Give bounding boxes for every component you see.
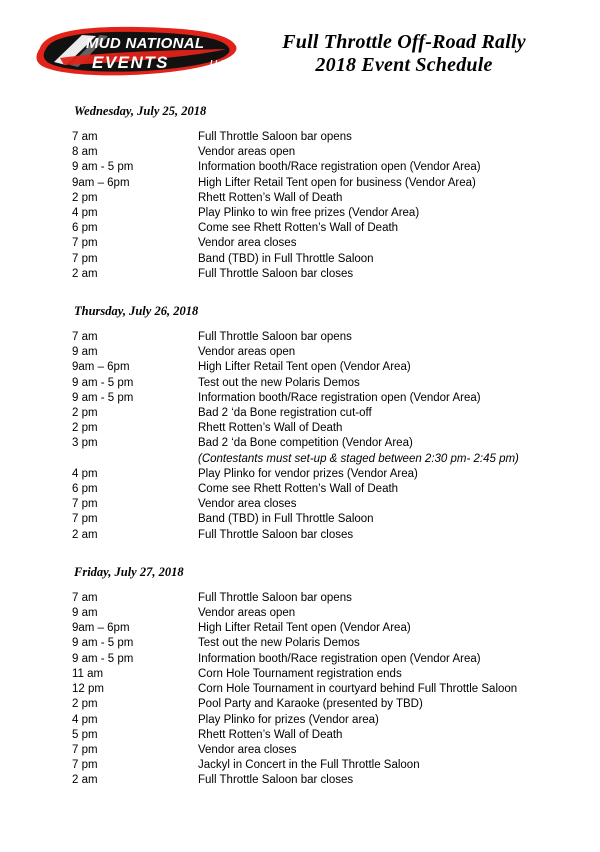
event-time: 9 am - 5 pm [72, 376, 134, 389]
day-heading: Wednesday, July 25, 2018 [74, 104, 207, 118]
event-row [72, 145, 570, 160]
event-row [72, 621, 570, 636]
event-time: 2 pm [72, 407, 98, 420]
event-description: Come see Rhett Rotten’s Wall of Death [198, 222, 399, 235]
event-time: 2 pm [72, 422, 98, 435]
day-section [30, 304, 570, 543]
event-row [72, 252, 570, 267]
event-time: 2 am [72, 267, 98, 280]
event-time: 4 pm [72, 467, 98, 480]
event-description: Information booth/Race registration open (Vendor Area) [198, 391, 481, 404]
event-time [72, 452, 198, 467]
event-time: 7 pm [72, 743, 98, 756]
event-time: 2 am [72, 528, 98, 541]
svg-text:LLC: LLC [210, 59, 226, 68]
event-description: Jackyl in Concert in the Full Throttle Saloon [198, 759, 420, 772]
event-description: (Contestants must set-up & staged between 2:30 pm- 2:45 pm) [198, 452, 519, 465]
event-time: 6 pm [72, 222, 98, 235]
event-list [72, 330, 570, 543]
page-title: Full Throttle Off-Road Rally [282, 31, 526, 53]
document-header [30, 22, 570, 84]
event-description: Come see Rhett Rotten’s Wall of Death [198, 483, 399, 496]
event-description: Vendor areas open [198, 146, 296, 159]
event-time: 7 pm [72, 759, 98, 772]
event-description: Corn Hole Tournament registration ends [198, 667, 402, 680]
event-time: 9am – 6pm [72, 622, 130, 635]
event-description: Vendor areas open [198, 607, 296, 620]
day-section [30, 565, 570, 789]
event-row [72, 267, 570, 282]
event-time: 9 am - 5 pm [72, 391, 134, 404]
event-row [72, 743, 570, 758]
event-description: Rhett Rotten’s Wall of Death [198, 422, 343, 435]
event-description: Full Throttle Saloon bar opens [198, 591, 352, 604]
event-description: Vendor area closes [198, 498, 297, 511]
event-description: High Lifter Retail Tent open for business (Vendor Area) [198, 176, 476, 189]
event-row [72, 713, 570, 728]
title-block [244, 22, 570, 77]
event-description: Full Throttle Saloon bar closes [198, 267, 354, 280]
event-time: 4 pm [72, 713, 98, 726]
event-description: Bad 2 ‘da Bone competition (Vendor Area) [198, 437, 413, 450]
event-row [72, 591, 570, 606]
event-description: Band (TBD) in Full Throttle Saloon [198, 252, 374, 265]
event-row [72, 528, 570, 543]
event-description: Bad 2 ‘da Bone registration cut-off [198, 407, 372, 420]
event-time: 2 am [72, 774, 98, 787]
day-heading: Friday, July 27, 2018 [74, 564, 184, 579]
mud-national-events-logo [30, 22, 244, 80]
event-row [72, 606, 570, 621]
event-time: 9am – 6pm [72, 361, 130, 374]
event-row [72, 130, 570, 145]
event-time: 9 am - 5 pm [72, 652, 134, 665]
event-row [72, 652, 570, 667]
event-time: 9am – 6pm [72, 176, 130, 189]
event-time: 11 am [72, 667, 104, 680]
event-description: Rhett Rotten’s Wall of Death [198, 728, 343, 741]
event-note-row [72, 452, 570, 467]
event-time: 2 pm [72, 191, 98, 204]
event-row [72, 206, 570, 221]
event-row [72, 497, 570, 512]
event-row [72, 467, 570, 482]
event-row [72, 221, 570, 236]
event-row [72, 512, 570, 527]
event-description: Information booth/Race registration open (Vendor Area) [198, 161, 481, 174]
event-description: Vendor area closes [198, 743, 297, 756]
event-time: 7 pm [72, 513, 98, 526]
event-time: 12 pm [72, 683, 104, 696]
event-description: Test out the new Polaris Demos [198, 637, 360, 650]
event-time: 7 am [72, 591, 98, 604]
event-time: 6 pm [72, 483, 98, 496]
event-time: 7 pm [72, 237, 98, 250]
event-time: 9 am [72, 607, 98, 620]
event-row [72, 406, 570, 421]
event-description: Rhett Rotten’s Wall of Death [198, 191, 343, 204]
event-list [72, 591, 570, 789]
event-time: 7 pm [72, 252, 98, 265]
event-description: Pool Party and Karaoke (presented by TBD) [198, 698, 423, 711]
event-description: Full Throttle Saloon bar closes [198, 774, 354, 787]
event-row [72, 236, 570, 251]
page-subtitle: 2018 Event Schedule [315, 54, 493, 76]
event-description: Information booth/Race registration open (Vendor Area) [198, 652, 481, 665]
day-heading: Thursday, July 26, 2018 [74, 304, 199, 319]
event-row [72, 191, 570, 206]
svg-text:MUD NATIONAL: MUD NATIONAL [86, 35, 205, 52]
event-row [72, 360, 570, 375]
event-row [72, 436, 570, 451]
event-time: 5 pm [72, 728, 98, 741]
event-description: Play Plinko for prizes (Vendor area) [198, 713, 379, 726]
event-row [72, 376, 570, 391]
event-row [72, 667, 570, 682]
event-description: Full Throttle Saloon bar closes [198, 528, 354, 541]
event-description: High Lifter Retail Tent open (Vendor Area) [198, 361, 411, 374]
event-description: Corn Hole Tournament in courtyard behind Full Throttle Saloon [198, 683, 518, 696]
event-time: 7 pm [72, 498, 98, 511]
event-row [72, 176, 570, 191]
event-row [72, 482, 570, 497]
event-row [72, 728, 570, 743]
event-row [72, 345, 570, 360]
event-row [72, 636, 570, 651]
event-row [72, 421, 570, 436]
svg-text:EVENTS: EVENTS [92, 53, 170, 72]
event-row [72, 160, 570, 175]
event-time: 9 am [72, 346, 98, 359]
event-time: 7 am [72, 331, 98, 344]
event-row [72, 758, 570, 773]
event-description: Full Throttle Saloon bar opens [198, 131, 352, 143]
event-description: Vendor area closes [198, 237, 297, 250]
day-section [30, 104, 570, 282]
event-description: Play Plinko to win free prizes (Vendor Area) [198, 207, 420, 220]
event-time: 7 am [72, 131, 98, 143]
event-row [72, 682, 570, 697]
event-time: 9 am - 5 pm [72, 161, 134, 174]
event-time: 2 pm [72, 698, 98, 711]
event-time: 8 am [72, 146, 98, 159]
event-time: 9 am - 5 pm [72, 637, 134, 650]
event-row [72, 391, 570, 406]
event-time: 4 pm [72, 207, 98, 220]
schedule-days [30, 104, 570, 789]
event-row [72, 773, 570, 788]
event-description: Vendor areas open [198, 346, 296, 359]
event-time: 3 pm [72, 437, 98, 450]
event-description: Full Throttle Saloon bar opens [198, 331, 352, 344]
event-description: Play Plinko for vendor prizes (Vendor Area) [198, 467, 418, 480]
event-row [72, 697, 570, 712]
event-list [72, 130, 570, 282]
event-description: High Lifter Retail Tent open (Vendor Area) [198, 622, 411, 635]
event-description: Test out the new Polaris Demos [198, 376, 360, 389]
event-description: Band (TBD) in Full Throttle Saloon [198, 513, 374, 526]
event-row [72, 330, 570, 345]
